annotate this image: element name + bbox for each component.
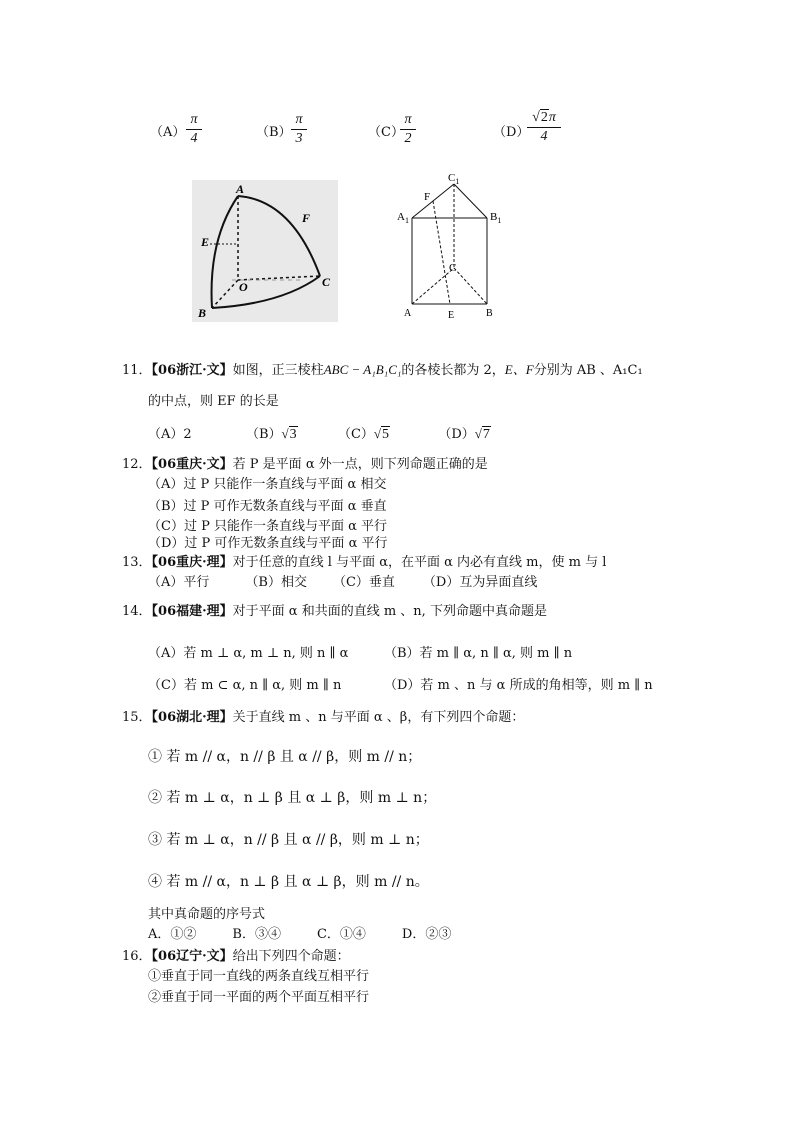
question-text: 关于直线 m 、n 与平面 α 、β，有下列四个命题：	[232, 710, 525, 725]
sqrt-symbol: √2	[532, 110, 548, 125]
option-a-label: （A）	[150, 125, 186, 140]
fraction-bar	[527, 127, 561, 128]
label-a: A	[404, 308, 412, 319]
question-14-option-b: （B）若 m ∥ α, n ∥ α, 则 m ∥ n	[384, 646, 573, 661]
prism-figure	[392, 170, 512, 325]
label-a: A	[236, 182, 245, 196]
option-d: （D）互为异面直线	[422, 575, 538, 590]
option-b: （B）相交	[245, 575, 307, 590]
fraction-bar	[291, 129, 307, 130]
question-number: 12．	[122, 457, 152, 472]
label-a1-sub: 1	[404, 216, 409, 225]
label-b1-letter: B	[490, 211, 498, 223]
question-text: 如图，正三棱柱	[232, 363, 324, 378]
question-source-tag: 【06福建·理】	[151, 604, 233, 619]
edge-ac	[412, 268, 454, 304]
option-c-fraction	[400, 112, 416, 147]
label-a1	[397, 211, 409, 225]
fraction-bar	[186, 129, 202, 130]
edge-ob	[212, 280, 238, 308]
radicand: 5	[382, 427, 390, 442]
question-12-stem	[122, 453, 488, 472]
question-text: 对于任意的直线 l 与平面 α，在平面 α 内必有直线 m，使 m 与 l	[232, 555, 607, 570]
points-ef: E、F	[504, 362, 534, 377]
question-source-tag: 【06浙江·文】	[151, 363, 233, 378]
question-12-option-c: （C）过 P 只能作一条直线与平面 α 平行	[148, 519, 388, 534]
label-e: E	[201, 235, 210, 249]
option-c-label: （C）	[368, 125, 404, 140]
question-13-stem	[122, 551, 606, 570]
edge-cb	[454, 268, 487, 304]
question-number: 13．	[122, 555, 152, 570]
option-b-label: （B）	[256, 125, 292, 140]
label-b1-sub: 1	[497, 216, 502, 225]
label-a1-letter: A	[397, 211, 405, 223]
label-e: E	[448, 310, 455, 321]
option-c: C．①④	[316, 927, 366, 942]
fraction-denominator: 2	[404, 131, 412, 146]
question-11-stem	[122, 359, 643, 378]
fraction-bar	[400, 129, 416, 130]
edge-oc	[238, 276, 320, 280]
option-a: （A）2	[148, 427, 192, 442]
sphere-sector-figure	[192, 180, 338, 322]
question-number: 14．	[122, 604, 152, 619]
question-13-options	[148, 571, 537, 590]
label-c: C	[449, 262, 457, 274]
question-15-ask: 其中真命题的序号式	[148, 907, 266, 922]
question-text: 分别为 AB 、A₁C₁	[533, 363, 643, 378]
question-11-line2: 的中点，则 EF 的长是	[148, 394, 279, 409]
fraction-denominator: 4	[190, 131, 198, 146]
proposition-3: ③ 若 m ⊥ α，n // β 且 α // β，则 m ⊥ n；	[148, 832, 429, 848]
label-f: F	[302, 211, 311, 225]
option-c: （C）垂直	[332, 575, 395, 590]
option-a-fraction	[186, 112, 202, 147]
question-source-tag: 【06重庆·理】	[151, 555, 233, 570]
question-number: 15．	[122, 710, 152, 725]
label-b: B	[198, 306, 207, 320]
option-a: （A）平行	[148, 575, 210, 590]
sphere-sector-drawing	[192, 180, 338, 322]
pi-symbol: π	[548, 110, 556, 125]
option-d-fraction	[527, 110, 561, 145]
fraction-numerator	[527, 110, 561, 126]
fraction-numerator: π	[190, 112, 198, 127]
question-16-stem	[122, 945, 350, 964]
radicand: 7	[482, 427, 490, 442]
label-c1-letter: C	[448, 172, 456, 184]
label-o: O	[239, 280, 248, 294]
proposition-1: ① 若 m // α，n // β 且 α // β，则 m // n；	[148, 749, 422, 765]
question-11-options	[148, 423, 491, 443]
option-b-fraction	[291, 112, 307, 147]
question-14-option-a: （A）若 m ⊥ α, m ⊥ n, 则 n ∥ α	[148, 646, 349, 661]
question-number: 11．	[122, 363, 152, 378]
label-c1	[448, 172, 459, 186]
question-15-options	[148, 923, 451, 942]
question-12-option-a: （A）过 P 只能作一条直线与平面 α 相交	[148, 477, 387, 492]
option-b: B．③④	[232, 927, 281, 942]
fraction-numerator: π	[404, 112, 412, 127]
option-a: A．①②	[148, 927, 197, 942]
label-f: F	[424, 191, 431, 203]
radicand: 2	[540, 110, 548, 125]
question-text: 的各棱长都为 2，	[401, 363, 505, 378]
option-d-label: （D）	[493, 125, 530, 140]
question-source-tag: 【06重庆·文】	[151, 457, 233, 472]
radicand: 3	[289, 427, 297, 442]
question-14-option-c: （C）若 m ⊂ α, n ∥ α, 则 m ∥ n	[148, 678, 342, 693]
segment-ef	[433, 201, 450, 304]
question-15-stem	[122, 706, 524, 725]
question-12-option-d: （D）过 P 可作无数条直线与平面 α 平行	[148, 536, 388, 551]
edge-c1b1	[454, 184, 487, 218]
arc-ae	[212, 196, 238, 308]
question-source-tag: 【06湖北·理】	[151, 710, 233, 725]
question-source-tag: 【06辽宁·文】	[151, 949, 233, 964]
question-text: 若 P 是平面 α 外一点，则下列命题正确的是	[232, 457, 488, 472]
sqrt-3: √3	[281, 426, 297, 442]
question-14-option-d: （D）若 m 、n 与 α 所成的角相等，则 m ∥ n	[384, 678, 653, 693]
question-16-proposition-1: ①垂直于同一直线的两条直线互相平行	[148, 969, 370, 984]
arc-bc	[212, 276, 320, 308]
option-d: （D）	[438, 427, 475, 442]
sqrt-5: √5	[373, 426, 390, 442]
sqrt-7: √7	[474, 426, 490, 442]
label-c: C	[322, 275, 331, 289]
fraction-numerator: π	[295, 112, 303, 127]
question-text: 对于平面 α 和共面的直线 m 、n, 下列命题中真命题是	[232, 604, 547, 619]
proposition-4: ④ 若 m // α，n ⊥ β 且 α ⊥ β，则 m // n。	[148, 874, 429, 890]
option-d: D．②③	[401, 927, 452, 942]
label-b1	[490, 211, 501, 225]
question-number: 16．	[122, 949, 152, 964]
option-b: （B）	[245, 427, 282, 442]
question-text: 给出下列四个命题：	[232, 949, 350, 964]
prism-expression: ABC − A₁B₁C₁	[323, 362, 402, 377]
question-12-option-b: （B）过 P 可作无数条直线与平面 α 垂直	[148, 499, 387, 514]
fraction-denominator: 3	[295, 131, 303, 146]
question-14-stem	[122, 600, 547, 619]
label-b: B	[486, 308, 493, 319]
fraction-denominator: 4	[540, 129, 548, 144]
option-c: （C）	[337, 427, 374, 442]
question-16-proposition-2: ②垂直于同一平面的两个平面互相平行	[148, 990, 370, 1005]
label-c1-sub: 1	[455, 177, 460, 186]
arc-af	[238, 196, 320, 276]
proposition-2: ② 若 m ⊥ α，n ⊥ β 且 α ⊥ β，则 m ⊥ n；	[148, 790, 437, 806]
